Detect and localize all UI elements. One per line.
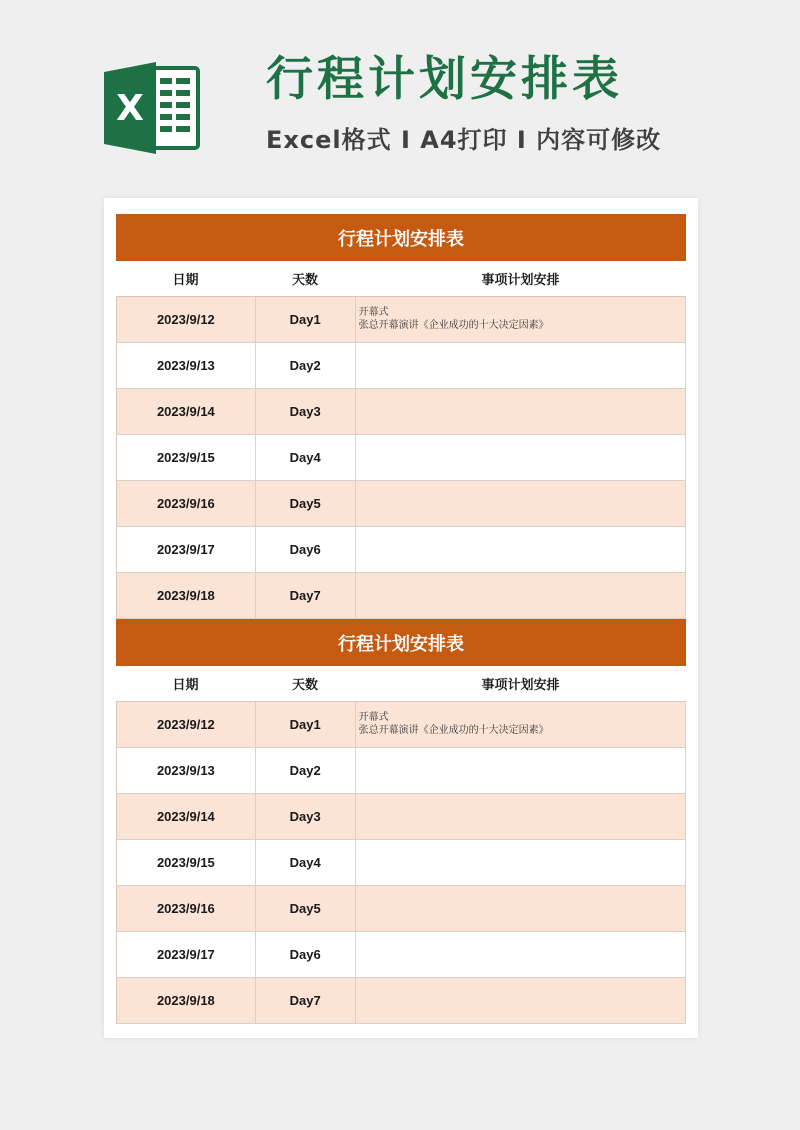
document-preview [104, 198, 698, 1038]
table-row [117, 435, 686, 481]
plan-cell [356, 573, 686, 618]
column-header-date: 日期 [172, 273, 199, 288]
plan-line: 张总开幕演讲《企业成功的十大决定因素》 [358, 725, 549, 736]
column-header-plan: 事项计划安排 [481, 678, 560, 693]
excel-logo-icon [104, 62, 200, 154]
day-cell: Day2 [256, 748, 356, 793]
date-cell: 2023/9/16 [117, 481, 256, 526]
day-cell: Day3 [256, 794, 356, 839]
day-cell: Day6 [256, 932, 356, 977]
plan-cell [356, 794, 686, 839]
plan-line: 开幕式 [358, 307, 389, 318]
date-cell: 2023/9/14 [117, 794, 256, 839]
day-cell: Day1 [256, 702, 356, 747]
table-row [117, 389, 686, 435]
table-row [117, 932, 686, 978]
schedule-table-2 [116, 619, 686, 1024]
date-cell: 2023/9/16 [117, 886, 256, 931]
date-cell: 2023/9/12 [117, 297, 256, 342]
table-row [117, 527, 686, 573]
excel-logo-letter: X [116, 88, 144, 129]
table-row [117, 794, 686, 840]
plan-cell [356, 886, 686, 931]
column-header-days: 天数 [291, 678, 318, 693]
plan-cell [356, 702, 686, 747]
day-cell: Day5 [256, 886, 356, 931]
plan-cell [356, 527, 686, 572]
day-cell: Day7 [256, 573, 356, 618]
date-cell: 2023/9/18 [117, 978, 256, 1023]
plan-cell [356, 389, 686, 434]
table-row [117, 481, 686, 527]
day-cell: Day4 [256, 840, 356, 885]
table-title-banner: 行程计划安排表 [116, 619, 686, 666]
table-row [117, 573, 686, 619]
day-cell: Day4 [256, 435, 356, 480]
table-row [117, 748, 686, 794]
plan-cell [356, 748, 686, 793]
table-header-row [116, 261, 686, 296]
schedule-table-1 [116, 214, 686, 619]
table-row [117, 840, 686, 886]
date-cell: 2023/9/15 [117, 840, 256, 885]
day-cell: Day7 [256, 978, 356, 1023]
date-cell: 2023/9/13 [117, 343, 256, 388]
plan-cell [356, 840, 686, 885]
date-cell: 2023/9/17 [117, 932, 256, 977]
date-cell: 2023/9/17 [117, 527, 256, 572]
table-row [117, 978, 686, 1024]
column-header-days: 天数 [291, 273, 318, 288]
plan-line: 张总开幕演讲《企业成功的十大决定因素》 [358, 320, 549, 331]
page-title: 行程计划安排表 [266, 52, 623, 107]
page-subtitle: Excel格式 I A4打印 I 内容可修改 [266, 126, 662, 154]
table-header-row [116, 666, 686, 701]
plan-cell [356, 481, 686, 526]
day-cell: Day1 [256, 297, 356, 342]
day-cell: Day5 [256, 481, 356, 526]
table-body [116, 701, 686, 1024]
plan-cell [356, 978, 686, 1023]
column-header-date: 日期 [172, 678, 199, 693]
day-cell: Day6 [256, 527, 356, 572]
date-cell: 2023/9/18 [117, 573, 256, 618]
date-cell: 2023/9/15 [117, 435, 256, 480]
table-row [117, 343, 686, 389]
date-cell: 2023/9/14 [117, 389, 256, 434]
plan-cell [356, 343, 686, 388]
date-cell: 2023/9/13 [117, 748, 256, 793]
table-row [117, 886, 686, 932]
plan-cell [356, 932, 686, 977]
plan-line: 开幕式 [358, 712, 389, 723]
table-body [116, 296, 686, 619]
plan-cell [356, 297, 686, 342]
plan-cell [356, 435, 686, 480]
table-title-banner: 行程计划安排表 [116, 214, 686, 261]
table-row [117, 297, 686, 343]
column-header-plan: 事项计划安排 [481, 273, 560, 288]
table-row [117, 702, 686, 748]
day-cell: Day2 [256, 343, 356, 388]
day-cell: Day3 [256, 389, 356, 434]
date-cell: 2023/9/12 [117, 702, 256, 747]
